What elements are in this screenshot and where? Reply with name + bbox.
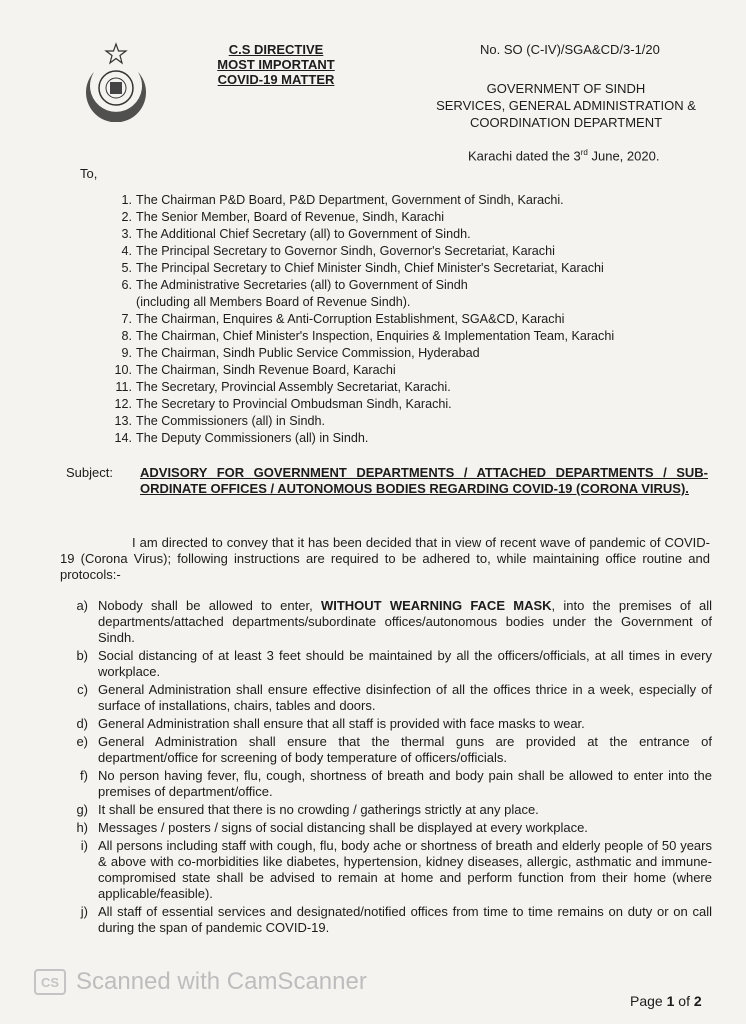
addressee-list [112, 192, 614, 447]
instruction-letter: d) [76, 716, 88, 731]
addressee-text: The Senior Member, Board of Revenue, Sindh, Karachi [136, 210, 445, 224]
instruction-letter: a) [76, 598, 88, 613]
instruction-text [98, 648, 712, 680]
addressee-text: The Chairman P&D Board, P&D Department, Government of Sindh, Karachi. [136, 193, 564, 207]
addressee-text: The Chairman, Sindh Public Service Commission, Hyderabad [136, 346, 480, 360]
instruction-letter: g) [76, 802, 88, 817]
subject-text: ADVISORY FOR GOVERNMENT DEPARTMENTS / ATTACHED DEPARTMENTS / SUB-ORDINATE OFFICES / AUTONOMOUS BODIES REGARDING COVID-19 (CORONA VIRUS). [140, 465, 708, 496]
instruction-text [98, 598, 712, 646]
addressee-text: The Chairman, Sindh Revenue Board, Karachi [136, 363, 396, 377]
instruction-letter: b) [76, 648, 88, 663]
page-of: of [674, 993, 694, 1009]
instruction-text-pre: It shall be ensured that there is no crowding / gatherings strictly at any place. [98, 802, 539, 817]
instruction-text [98, 682, 712, 714]
addressee-number: 1. [121, 193, 132, 207]
addressee-text: The Commissioners (all) in Sindh. [136, 414, 325, 428]
addressee-number: 12. [114, 397, 132, 411]
instruction-letter: c) [77, 682, 88, 697]
addressee-number: 11. [115, 380, 132, 394]
page-total: 2 [693, 993, 702, 1009]
instruction-text-pre: All staff of essential services and designated/notified offices from time to time remains on duty or on call during the span of pandemic COVID-19. [98, 904, 712, 935]
instruction-item [60, 716, 712, 732]
instruction-letter: f) [80, 768, 88, 783]
directive-line-2: MOST IMPORTANT [217, 57, 335, 72]
instruction-item [60, 904, 712, 936]
addressee-item [112, 243, 614, 260]
directive-block [206, 42, 346, 87]
instruction-text-pre: General Administration shall ensure that all staff is provided with face masks to wear. [98, 716, 585, 731]
addressee-item [112, 311, 614, 328]
addressee-number: 10. [114, 363, 132, 377]
instruction-text-pre: All persons including staff with cough, flu, body ache or shortness of breath and elderly people of 50 years & above with co-morbidities like diabetes, hypertension, kidney diseases, allergic, asthmatic and immune-compromised state shall be advised to remain at home and perform function from their home (where applicable/feasible). [98, 838, 712, 901]
camscanner-logo: CS [34, 969, 66, 995]
instruction-text-pre: No person having fever, flu, cough, shortness of breath and body pain shall be allowed to enter into the premises of department/office. [98, 768, 712, 799]
addressee-text: The Secretary, Provincial Assembly Secretariat, Karachi. [136, 380, 451, 394]
instruction-text-pre: Messages / posters / signs of social distancing shall be displayed at every workplace. [98, 820, 588, 835]
addressee-number: 8. [121, 329, 132, 343]
addressee-item [112, 260, 614, 277]
addressee-text: The Additional Chief Secretary (all) to Government of Sindh. [136, 227, 471, 241]
instruction-letter: j) [80, 904, 88, 919]
subject-label: Subject: [66, 465, 113, 480]
instruction-list [60, 598, 712, 938]
camscanner-watermark [34, 968, 367, 996]
addressee-item [112, 345, 614, 362]
addressee-item [112, 413, 614, 430]
addressee-text: (including all Members Board of Revenue Sindh). [136, 295, 411, 309]
govt-line-1: GOVERNMENT OF SINDH [486, 81, 646, 96]
addressee-number: 4. [121, 244, 132, 258]
instruction-text [98, 734, 712, 766]
addressee-item [112, 192, 614, 209]
addressee-number: 3. [121, 227, 132, 241]
addressee-text: The Chairman, Chief Minister's Inspection, Enquiries & Implementation Team, Karachi [136, 329, 615, 343]
instruction-text [98, 838, 712, 902]
addressee-item [112, 396, 614, 413]
instruction-item [60, 768, 712, 800]
addressee-item [112, 362, 614, 379]
instruction-text [98, 768, 712, 800]
instruction-text [98, 802, 712, 818]
date-line [468, 148, 659, 163]
directive-line-3: COVID-19 MATTER [217, 72, 335, 87]
instruction-letter: e) [76, 734, 88, 749]
instruction-letter: i) [80, 838, 88, 853]
addressee-item [112, 209, 614, 226]
govt-line-2: SERVICES, GENERAL ADMINISTRATION & [436, 98, 696, 113]
addressee-item [112, 226, 614, 243]
addressee-item [112, 430, 614, 447]
addressee-number: 6. [121, 278, 132, 292]
addressee-item [112, 294, 614, 311]
instruction-item [60, 648, 712, 680]
directive-line-1: C.S DIRECTIVE [228, 42, 324, 57]
instruction-text [98, 820, 712, 836]
instruction-text-pre: General Administration shall ensure that the thermal guns are provided at the entrance of department/office for screening of body temperature of officers/officials. [98, 734, 712, 765]
instruction-letter: h) [76, 820, 88, 835]
addressee-text: The Principal Secretary to Chief Minister Sindh, Chief Minister's Secretariat, Karachi [136, 261, 604, 275]
instruction-item [60, 734, 712, 766]
addressee-number: 5. [121, 261, 132, 275]
watermark-text: Scanned with CamScanner [76, 968, 367, 995]
addressee-number: 14. [114, 431, 132, 445]
addressee-text: The Secretary to Provincial Ombudsman Sindh, Karachi. [136, 397, 452, 411]
addressee-text: The Principal Secretary to Governor Sindh, Governor's Secretariat, Karachi [136, 244, 555, 258]
addressee-item [112, 379, 614, 396]
instruction-text-pre: Social distancing of at least 3 feet should be maintained by all the officers/officials, at all times in every workplace. [98, 648, 712, 679]
instruction-item [60, 802, 712, 818]
instruction-text [98, 716, 712, 732]
page-prefix: Page [630, 993, 667, 1009]
page-number [630, 993, 702, 1009]
addressee-number: 7. [121, 312, 132, 326]
addressee-number: 13. [114, 414, 132, 428]
sindh-government-seal [80, 42, 152, 122]
instruction-text-bold: WITHOUT WEARNING FACE MASK [320, 598, 552, 613]
instruction-text [98, 904, 712, 936]
date-suffix: June, 2020. [587, 148, 660, 164]
instruction-item [60, 682, 712, 714]
to-label: To, [80, 166, 98, 181]
addressee-number: 2. [121, 210, 132, 224]
page-current: 1 [666, 993, 675, 1009]
addressee-text: The Chairman, Enquires & Anti-Corruption Establishment, SGA&CD, Karachi [136, 312, 565, 326]
addressee-item [112, 277, 614, 294]
addressee-text: The Deputy Commissioners (all) in Sindh. [136, 431, 369, 445]
date-prefix: Karachi dated the 3 [468, 148, 581, 164]
instruction-item [60, 838, 712, 902]
govt-line-3: COORDINATION DEPARTMENT [469, 115, 663, 130]
date-suffix-sup: rd [580, 148, 588, 157]
instruction-text-post: , into the premises of all departments/attached departments/subordinate offices/autonomous bodies under the Government of Sindh. [98, 598, 712, 645]
addressee-text: The Administrative Secretaries (all) to Government of Sindh [136, 278, 468, 292]
addressee-item [112, 328, 614, 345]
instruction-text-pre: Nobody shall be allowed to enter, [98, 598, 321, 613]
addressee-number: 9. [121, 346, 132, 360]
department-heading [436, 80, 696, 131]
file-number: No. SO (C-IV)/SGA&CD/3-1/20 [480, 42, 660, 57]
intro-paragraph: I am directed to convey that it has been decided that in view of recent wave of pandemic of COVID-19 (Corona Virus); following instructions are required to be adhered to, while maintaining office routine and protocols:- [60, 535, 710, 582]
instruction-text-pre: General Administration shall ensure effective disinfection of all the offices thrice in a week, especially of surface of installations, chairs, tables and doors. [98, 682, 712, 713]
instruction-item [60, 598, 712, 646]
instruction-item [60, 820, 712, 836]
